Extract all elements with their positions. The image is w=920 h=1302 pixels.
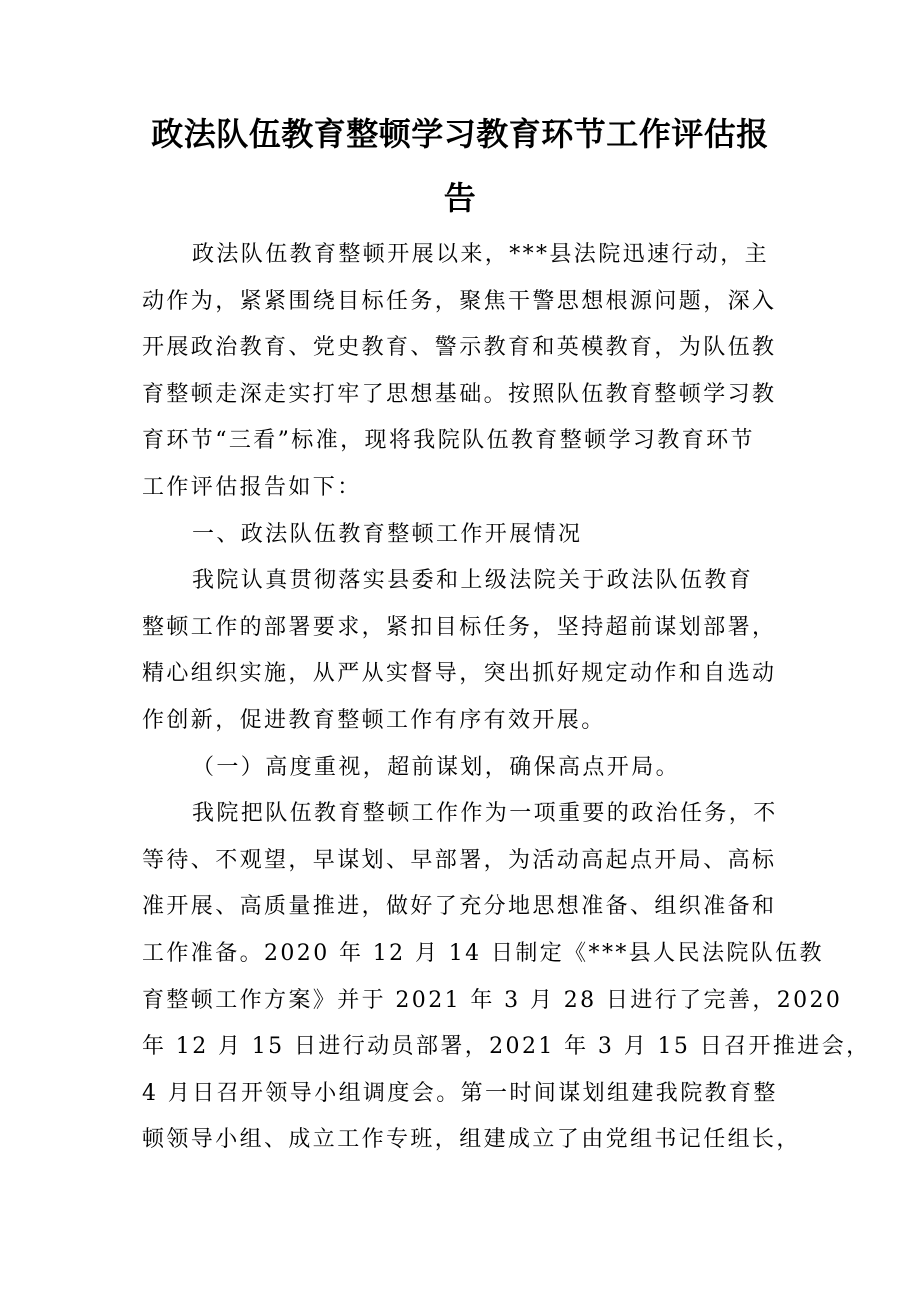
paragraph-overview-line: 我院认真贯彻落实县委和上级法院关于政法队伍教育 bbox=[192, 568, 754, 594]
paragraph-detail-line: 育整顿工作方案》并于 2021 年 3 月 28 日进行了完善，2020 bbox=[142, 987, 843, 1013]
paragraph-overview-line: 整顿工作的部署要求，紧扣目标任务，坚持超前谋划部署， bbox=[142, 614, 777, 640]
document-title-line-2: 告 bbox=[443, 179, 477, 217]
paragraph-intro-line: 育整顿走深走实打牢了思想基础。按照队伍教育整顿学习教 bbox=[142, 381, 777, 407]
paragraph-detail-line: 4 月日召开领导小组调度会。第一时间谋划组建我院教育整 bbox=[142, 1080, 778, 1106]
paragraph-intro-line: 政法队伍教育整顿开展以来，***县法院迅速行动，主 bbox=[192, 242, 770, 267]
paragraph-intro-line: 育环节“三看”标准，现将我院队伍教育整顿学习教育环节 bbox=[142, 428, 755, 454]
paragraph-intro-line: 动作为，紧紧围绕目标任务，聚焦干警思想根源问题，深入 bbox=[142, 288, 777, 314]
subsection-heading-1: （一）高度重视，超前谋划，确保高点开局。 bbox=[192, 754, 681, 780]
paragraph-overview-line: 精心组织实施，从严从实督导，突出抓好规定动作和自选动 bbox=[142, 661, 777, 687]
paragraph-intro-line: 工作评估报告如下： bbox=[142, 474, 362, 500]
paragraph-detail-line: 顿领导小组、成立工作专班，组建成立了由党组书记任组长， bbox=[142, 1127, 801, 1153]
paragraph-detail-line: 等待、不观望，早谋划、早部署，为活动高起点开局、高标 bbox=[142, 847, 777, 873]
paragraph-detail-line: 工作准备。2020 年 12 月 14 日制定《***县人民法院队伍教 bbox=[142, 940, 824, 966]
paragraph-intro-line: 开展政治教育、党史教育、警示教育和英模教育，为队伍教 bbox=[142, 335, 777, 361]
document-title-line-1: 政法队伍教育整顿学习教育环节工作评估报 bbox=[151, 115, 769, 153]
section-heading-1: 一、政法队伍教育整顿工作开展情况 bbox=[192, 521, 583, 547]
paragraph-detail-line: 年 12 月 15 日进行动员部署，2021 年 3 月 15 日召开推进会， bbox=[142, 1034, 871, 1060]
document-body bbox=[142, 232, 871, 1164]
paragraph-detail-line: 准开展、高质量推进，做好了充分地思想准备、组织准备和 bbox=[142, 894, 777, 920]
paragraph-overview-line: 作创新，促进教育整顿工作有序有效开展。 bbox=[142, 707, 606, 733]
paragraph-detail-line: 我院把队伍教育整顿工作作为一项重要的政治任务，不 bbox=[192, 801, 778, 827]
